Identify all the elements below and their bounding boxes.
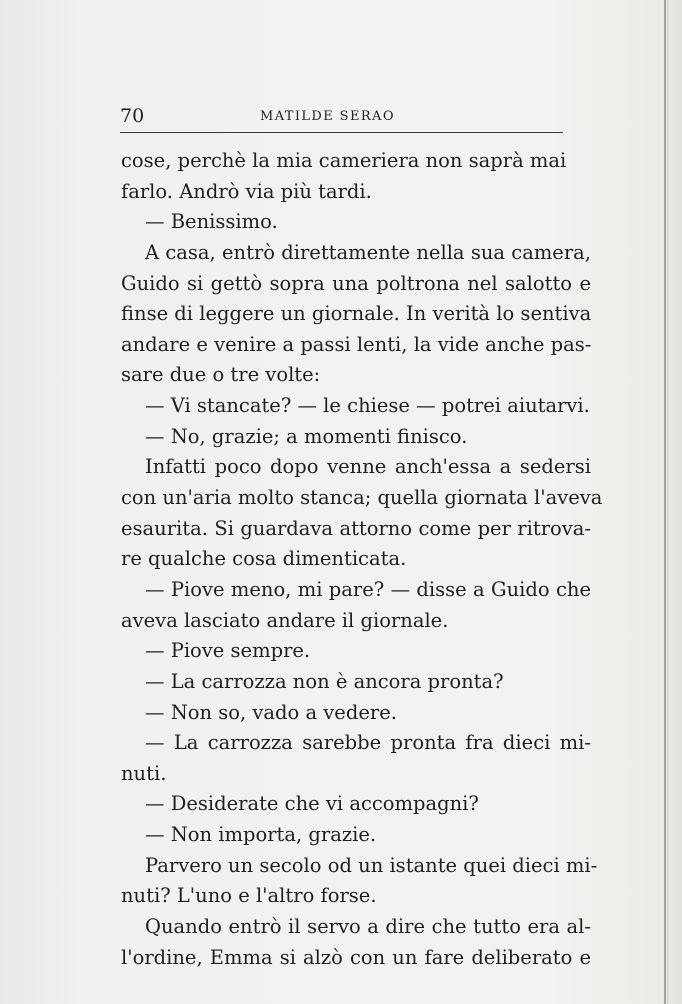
running-head: MATILDE SERAO	[260, 109, 395, 124]
page-edge-shadow	[664, 0, 666, 1004]
text-line: — La carrozza sarebbe pronta fra dieci mi-	[145, 731, 591, 755]
text-line: — Non so, vado a vedere.	[145, 700, 397, 724]
text-line: nuti? L'uno e l'altro forse.	[121, 884, 377, 908]
text-line: Infatti poco dopo venne anch'essa a sedersi	[145, 455, 591, 479]
text-line: l'ordine, Emma si alzò con un fare deliberato e	[121, 945, 591, 969]
text-line: A casa, entrò direttamente nella sua camera,	[145, 240, 591, 264]
text-line: con un'aria molto stanca; quella giornata l'aveva	[121, 486, 603, 510]
text-line: andare e venire a passi lenti, la vide anche pas-	[121, 332, 592, 356]
text-line: — La carrozza non è ancora pronta?	[145, 669, 504, 693]
body-text	[121, 146, 603, 973]
page-edge-line	[667, 0, 668, 1004]
text-line: Quando entrò il servo a dire che tutto era al-	[145, 915, 591, 939]
page-header	[120, 104, 563, 133]
text-line: — Piove sempre.	[145, 639, 311, 663]
text-line: — Piove meno, mi pare? — disse a Guido che	[145, 577, 591, 601]
text-line: sare due o tre volte:	[121, 363, 321, 387]
text-line: Guido si gettò sopra una poltrona nel salotto e	[121, 271, 591, 295]
text-line: — No, grazie; a momenti finisco.	[145, 424, 468, 448]
text-line: aveva lasciato andare il giornale.	[121, 608, 449, 632]
text-line: finse di leggere un giornale. In verità lo sentiva	[121, 302, 592, 326]
text-line: cose, perchè la mia cameriera non saprà mai	[121, 149, 567, 172]
text-line: Parvero un secolo od un istante quei dieci mi-	[145, 853, 598, 877]
text-line: — Benissimo.	[145, 210, 278, 234]
text-line: esaurita. Si guardava attorno come per ritrova-	[121, 516, 591, 540]
text-line: — Vi stancate? — le chiese — potrei aiutarvi.	[145, 394, 590, 418]
text-line: — Non importa, grazie.	[145, 823, 377, 847]
text-line: — Desiderate che vi accompagni?	[145, 792, 479, 816]
text-line: farlo. Andrò via più tardi.	[121, 179, 372, 203]
page-number: 70	[120, 105, 145, 127]
text-line: nuti.	[121, 761, 167, 785]
text-line: re qualche cosa dimenticata.	[121, 547, 407, 571]
